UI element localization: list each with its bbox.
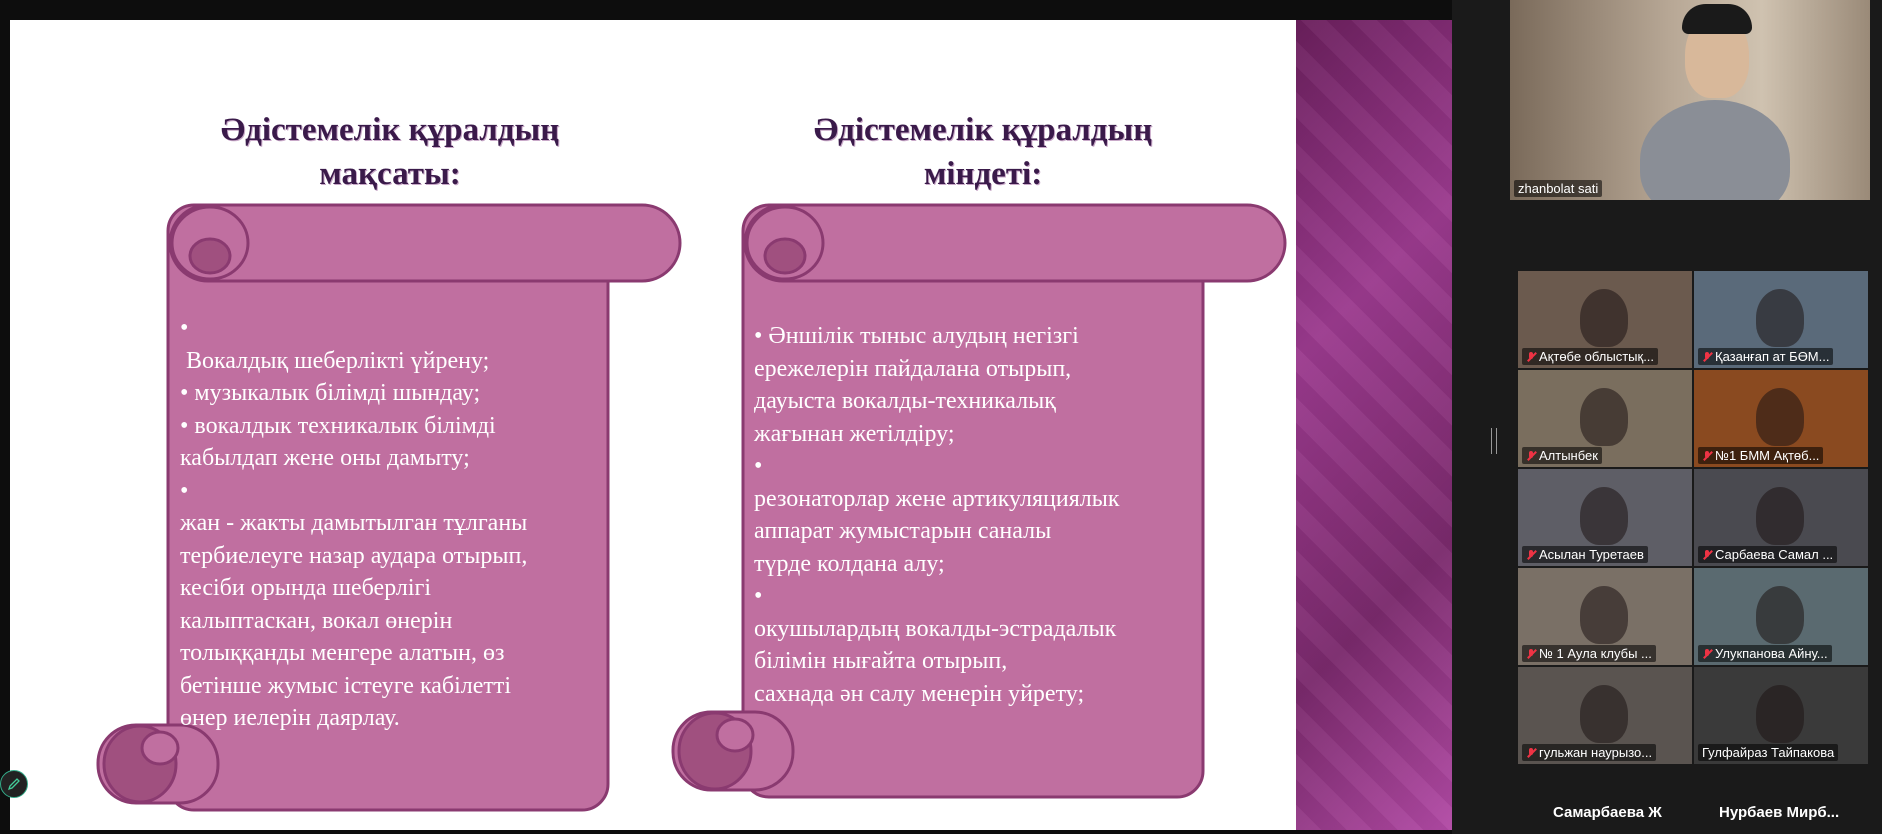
participant-name: гульжан наурызо... xyxy=(1539,745,1653,760)
participant-name-label xyxy=(1522,546,1648,563)
annotate-button[interactable] xyxy=(0,770,28,798)
left-heading-line-2: мақсаты: xyxy=(319,156,461,192)
participant-tile[interactable] xyxy=(1694,667,1868,764)
speaker-name: zhanbolat sati xyxy=(1518,181,1599,196)
participant-name: Ақтөбе облыстық... xyxy=(1539,349,1655,364)
mic-muted-icon xyxy=(1526,748,1536,758)
shared-slide xyxy=(10,20,1296,830)
participant-name: №1 БММ Ақтөб... xyxy=(1715,448,1820,463)
participant-name-label xyxy=(1522,744,1656,761)
participant-name-label xyxy=(1698,546,1837,563)
mic-muted-icon xyxy=(1702,451,1712,461)
mic-muted-icon xyxy=(1526,649,1536,659)
mic-muted-icon xyxy=(1526,352,1536,362)
participant-tile[interactable] xyxy=(1518,667,1692,764)
mic-muted-icon xyxy=(1526,451,1536,461)
mic-muted-icon xyxy=(1702,352,1712,362)
footer-participant-name-2: Нурбаев Мирб... xyxy=(1719,804,1840,821)
speaker-video-tile[interactable] xyxy=(1510,0,1870,200)
participant-silhouette xyxy=(1580,685,1628,743)
resize-handle[interactable] xyxy=(1491,428,1497,454)
participant-name: Гулфайраз Тайпакова xyxy=(1702,745,1835,760)
mic-muted-icon xyxy=(1702,649,1712,659)
participant-silhouette xyxy=(1580,289,1628,347)
participant-silhouette xyxy=(1580,586,1628,644)
right-scroll-text: • Әншілік тыныс алудың негізгі ережелерін пайдалана отырып, дауыста вокалды-техникалық жағынан жетілдіру; • резонаторлар жене артикуляциялык аппарат жумыстарын саналы түрде колдана алу; • окушылардың вокалды-эстрадалык білімін нығайта отырып, сахнада ән салу менерін уйрету; xyxy=(754,323,1120,707)
participant-silhouette xyxy=(1580,487,1628,545)
participant-name: Улукпанова Айну... xyxy=(1715,646,1828,661)
right-heading-line-1: Әдістемелік құралдың xyxy=(813,112,1153,148)
participant-tile[interactable] xyxy=(1518,271,1692,368)
participant-name-label xyxy=(1698,744,1838,761)
mic-muted-icon xyxy=(1526,550,1536,560)
participant-silhouette xyxy=(1756,289,1804,347)
participant-name-label xyxy=(1522,645,1656,662)
slide-decorative-band xyxy=(1296,20,1452,830)
footer-participant-name-1: Самарбаева Ж xyxy=(1553,804,1662,821)
participant-name: Алтынбек xyxy=(1539,448,1598,463)
participant-silhouette xyxy=(1756,487,1804,545)
participant-tile[interactable] xyxy=(1694,568,1868,665)
participant-name: Асылан Туретаев xyxy=(1539,547,1644,562)
participant-silhouette xyxy=(1756,685,1804,743)
participant-tile[interactable] xyxy=(1518,370,1692,467)
participant-tile[interactable] xyxy=(1518,568,1692,665)
participant-tile[interactable] xyxy=(1518,469,1692,566)
participant-name-label xyxy=(1698,645,1832,662)
participant-name-label xyxy=(1522,447,1602,464)
speaker-hair xyxy=(1682,4,1752,34)
participant-tile[interactable] xyxy=(1694,271,1868,368)
left-heading xyxy=(180,108,600,196)
participant-silhouette xyxy=(1756,586,1804,644)
participant-name-label xyxy=(1522,348,1658,365)
left-scroll-text: • Вокалдық шеберлікті үйрену; • музыкалык білімді шындау; • вокалдык техникалык білімді кабылдап жене оны дамыту; • жан - жакты дамытылган тұлганы тербиелеуге назар аудара отырып, кесіби орында шеберлігі калыптаскан, вокал өнерін толыққанды менгере алатын, өз бетінше жумыс істеуге кабілетті өнер иелерін даярлау. xyxy=(180,315,528,731)
participant-name-label xyxy=(1698,447,1823,464)
participant-tile[interactable] xyxy=(1694,370,1868,467)
pencil-icon xyxy=(7,777,21,791)
left-heading-line-1: Әдістемелік құралдың xyxy=(220,112,560,148)
participant-silhouette xyxy=(1756,388,1804,446)
speaker-name-label xyxy=(1514,180,1602,197)
right-heading xyxy=(768,108,1198,196)
participant-name: Қазанғап ат БӨМ... xyxy=(1715,349,1830,364)
participant-name-label xyxy=(1698,348,1833,365)
mic-muted-icon xyxy=(1702,550,1712,560)
participant-tile[interactable] xyxy=(1694,469,1868,566)
participant-silhouette xyxy=(1580,388,1628,446)
participant-name: Сарбаева Самал ... xyxy=(1715,547,1834,562)
right-heading-line-2: міндеті: xyxy=(923,156,1043,192)
participant-name: № 1 Аула клубы ... xyxy=(1539,646,1652,661)
